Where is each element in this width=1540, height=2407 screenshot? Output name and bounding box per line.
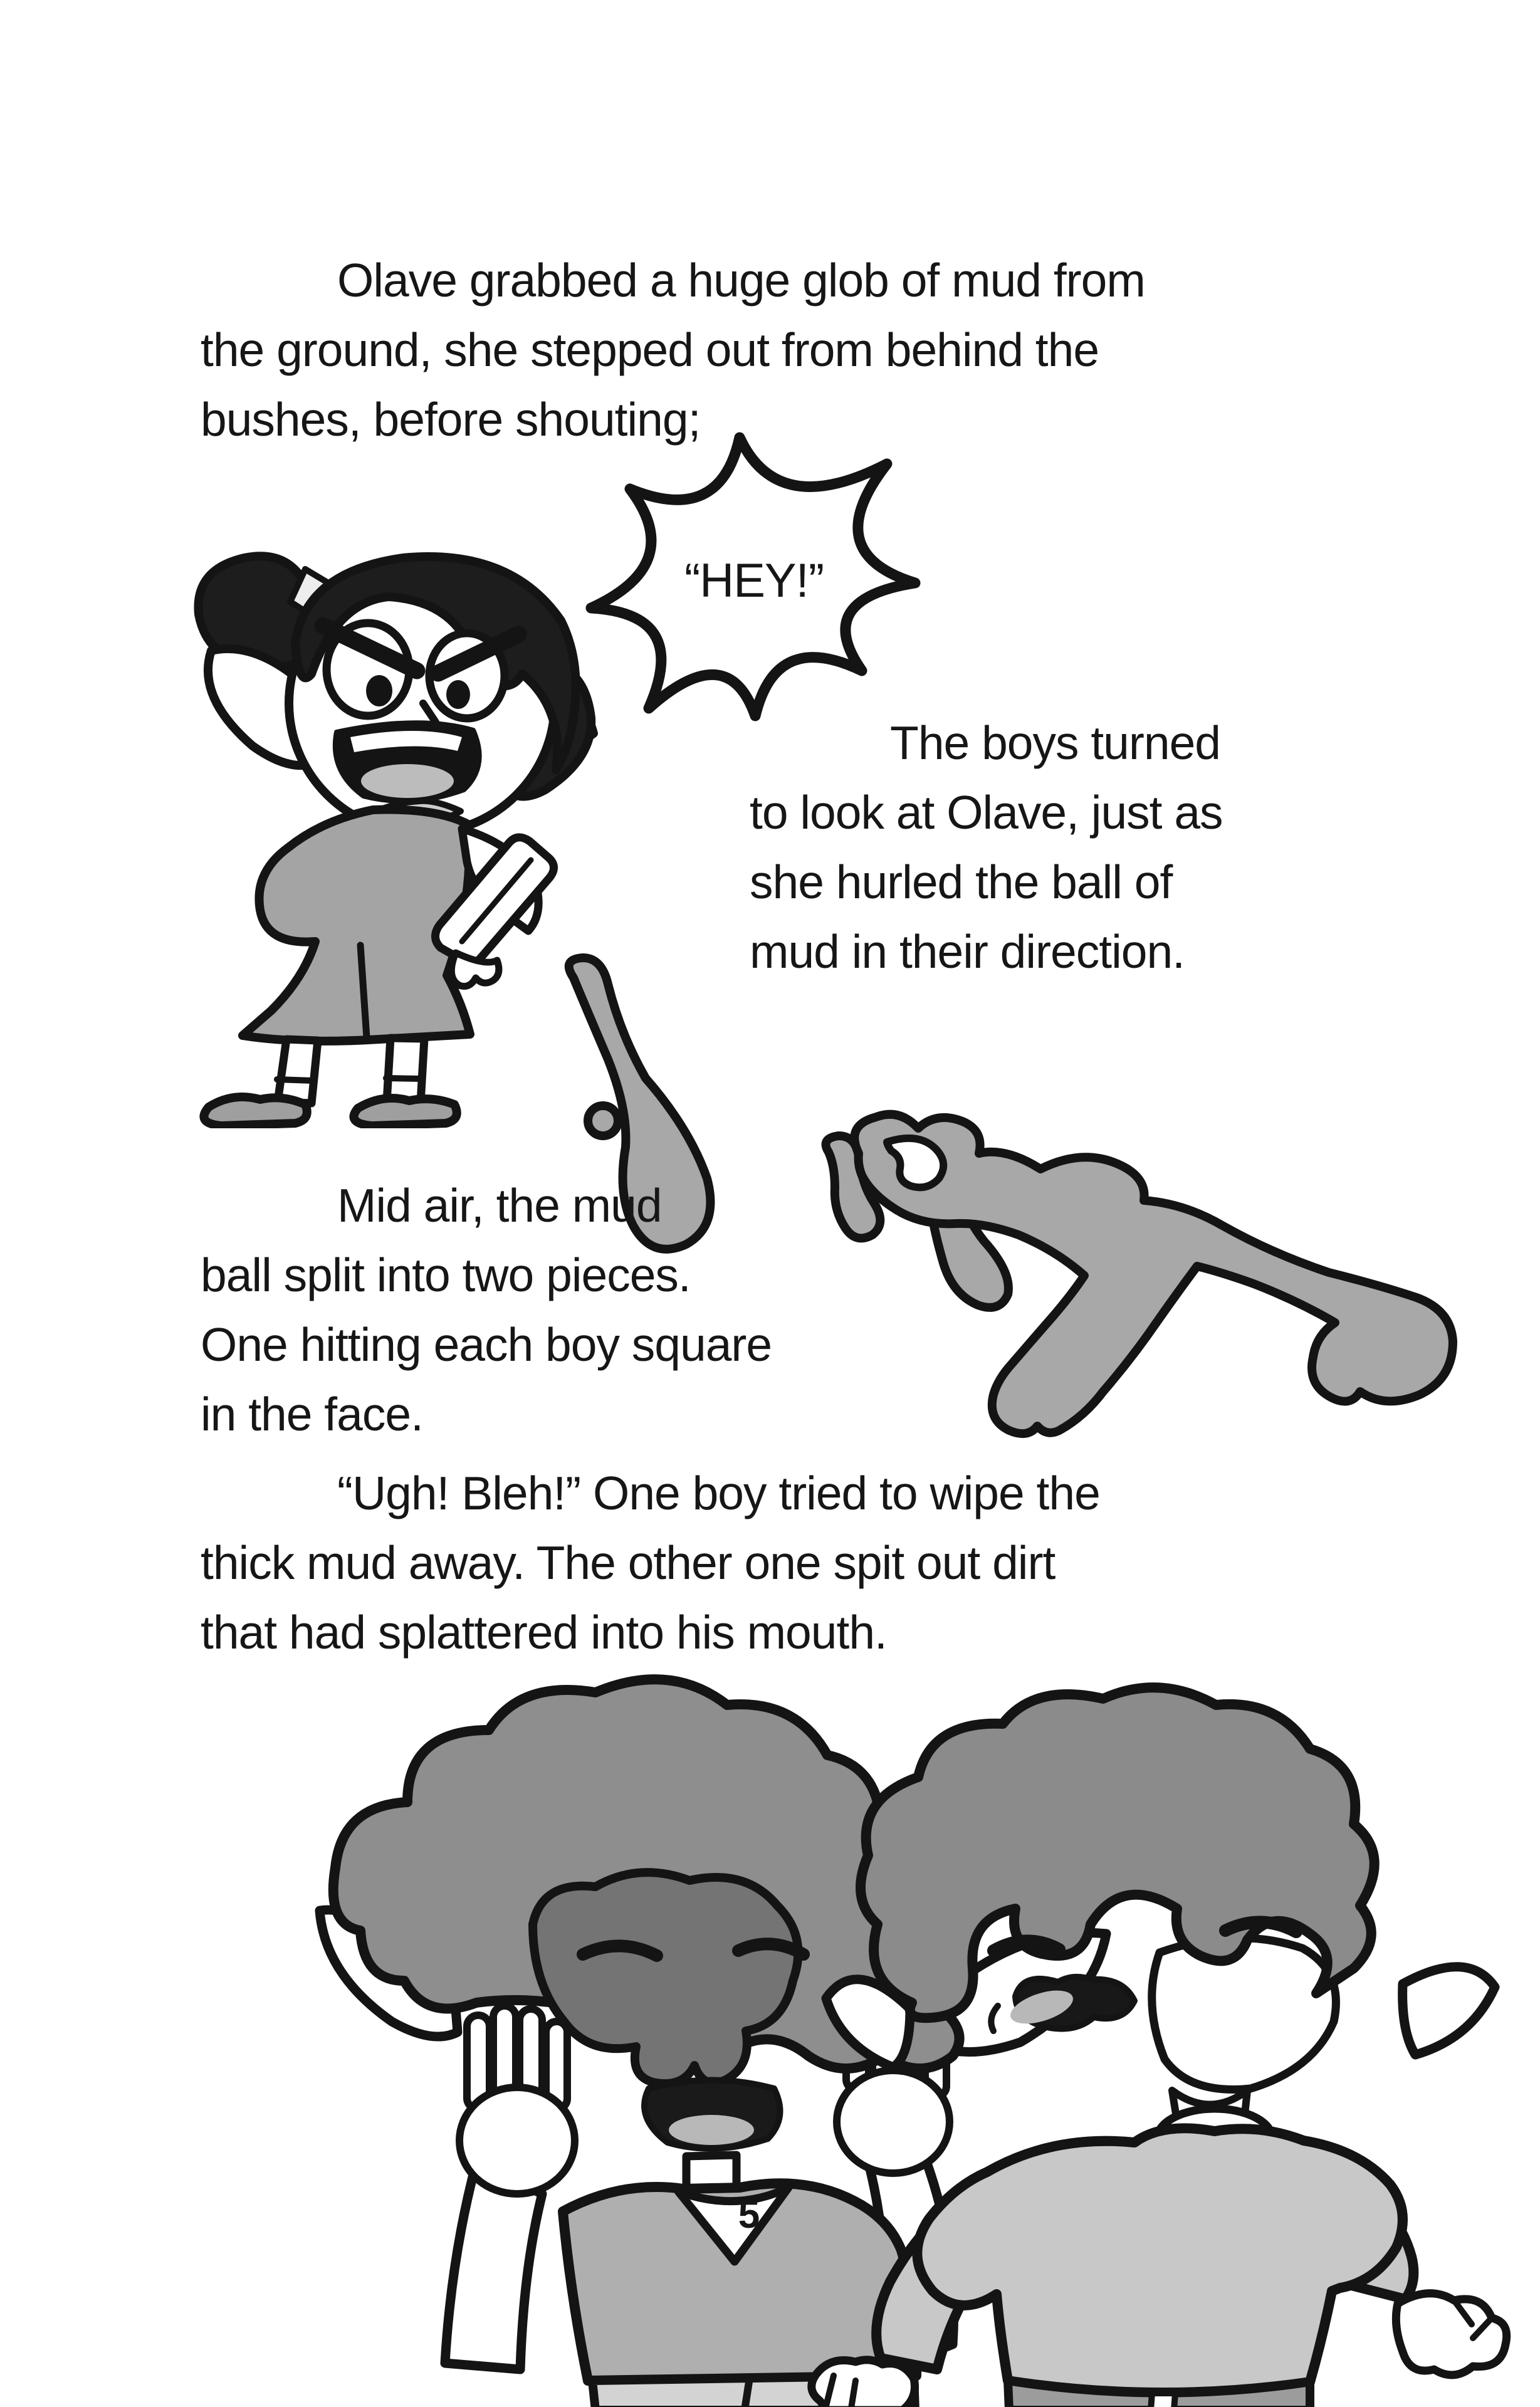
mud-dot xyxy=(588,1106,618,1136)
girl-tongue xyxy=(361,764,454,798)
girl-shoes xyxy=(204,1097,456,1126)
right-boy-right-hand xyxy=(1396,2294,1506,2375)
left-boy-pants-crease xyxy=(745,2382,749,2407)
girl-left-sock-line xyxy=(277,1079,313,1081)
page-number: 5 xyxy=(738,2193,760,2237)
girl-left-pupil xyxy=(366,675,392,706)
girl-right-pupil xyxy=(446,680,470,709)
paragraph-3 xyxy=(201,1171,772,1449)
right-boy-face xyxy=(1152,1938,1336,2090)
speech-bubble-text: “HEY!” xyxy=(684,554,824,607)
right-boy-shirt xyxy=(917,2128,1403,2393)
text-line: that had splattered into his mouth. xyxy=(201,1606,887,1659)
text-line: One hitting each boy square xyxy=(201,1318,772,1371)
right-boy-left-hand-finger-line xyxy=(851,2381,856,2407)
paragraph-4 xyxy=(201,1459,1100,1667)
text-line: to look at Olave, just as xyxy=(750,786,1223,839)
speech-bubble xyxy=(574,426,934,730)
girl-right-leg xyxy=(387,1038,424,1103)
right-boy-pants-fly xyxy=(1151,2393,1175,2407)
left-boy-mud-face xyxy=(533,1872,798,2084)
right-boy-right-ear xyxy=(1403,1967,1495,2055)
text-line: mud in their direction. xyxy=(750,925,1185,978)
girl-right-sock-line xyxy=(386,1078,422,1079)
text-line: bushes, before shouting; xyxy=(201,393,701,446)
text-line: in the face. xyxy=(201,1388,423,1440)
mud-covered-boys-illustration xyxy=(182,1655,1540,2407)
text-line: the ground, she stepped out from behind the xyxy=(201,323,1099,376)
text-line: “Ugh! Bleh!” One boy tried to wipe the xyxy=(337,1467,1100,1519)
text-line: Mid air, the mud xyxy=(337,1179,662,1232)
text-line: thick mud away. The other one spit out dirt xyxy=(201,1536,1055,1589)
paragraph-1 xyxy=(201,246,1145,454)
girl-hand xyxy=(451,953,499,987)
left-boy-left-hand xyxy=(459,2006,575,2194)
left-boy-tongue xyxy=(669,2115,754,2145)
text-line: Olave grabbed a huge glob of mud from xyxy=(337,254,1145,307)
text-line: she hurled the ball of xyxy=(750,856,1173,908)
text-line: ball split into two pieces. xyxy=(201,1249,691,1301)
text-line: The boys turned xyxy=(890,716,1220,769)
girl-left-leg xyxy=(278,1039,318,1103)
